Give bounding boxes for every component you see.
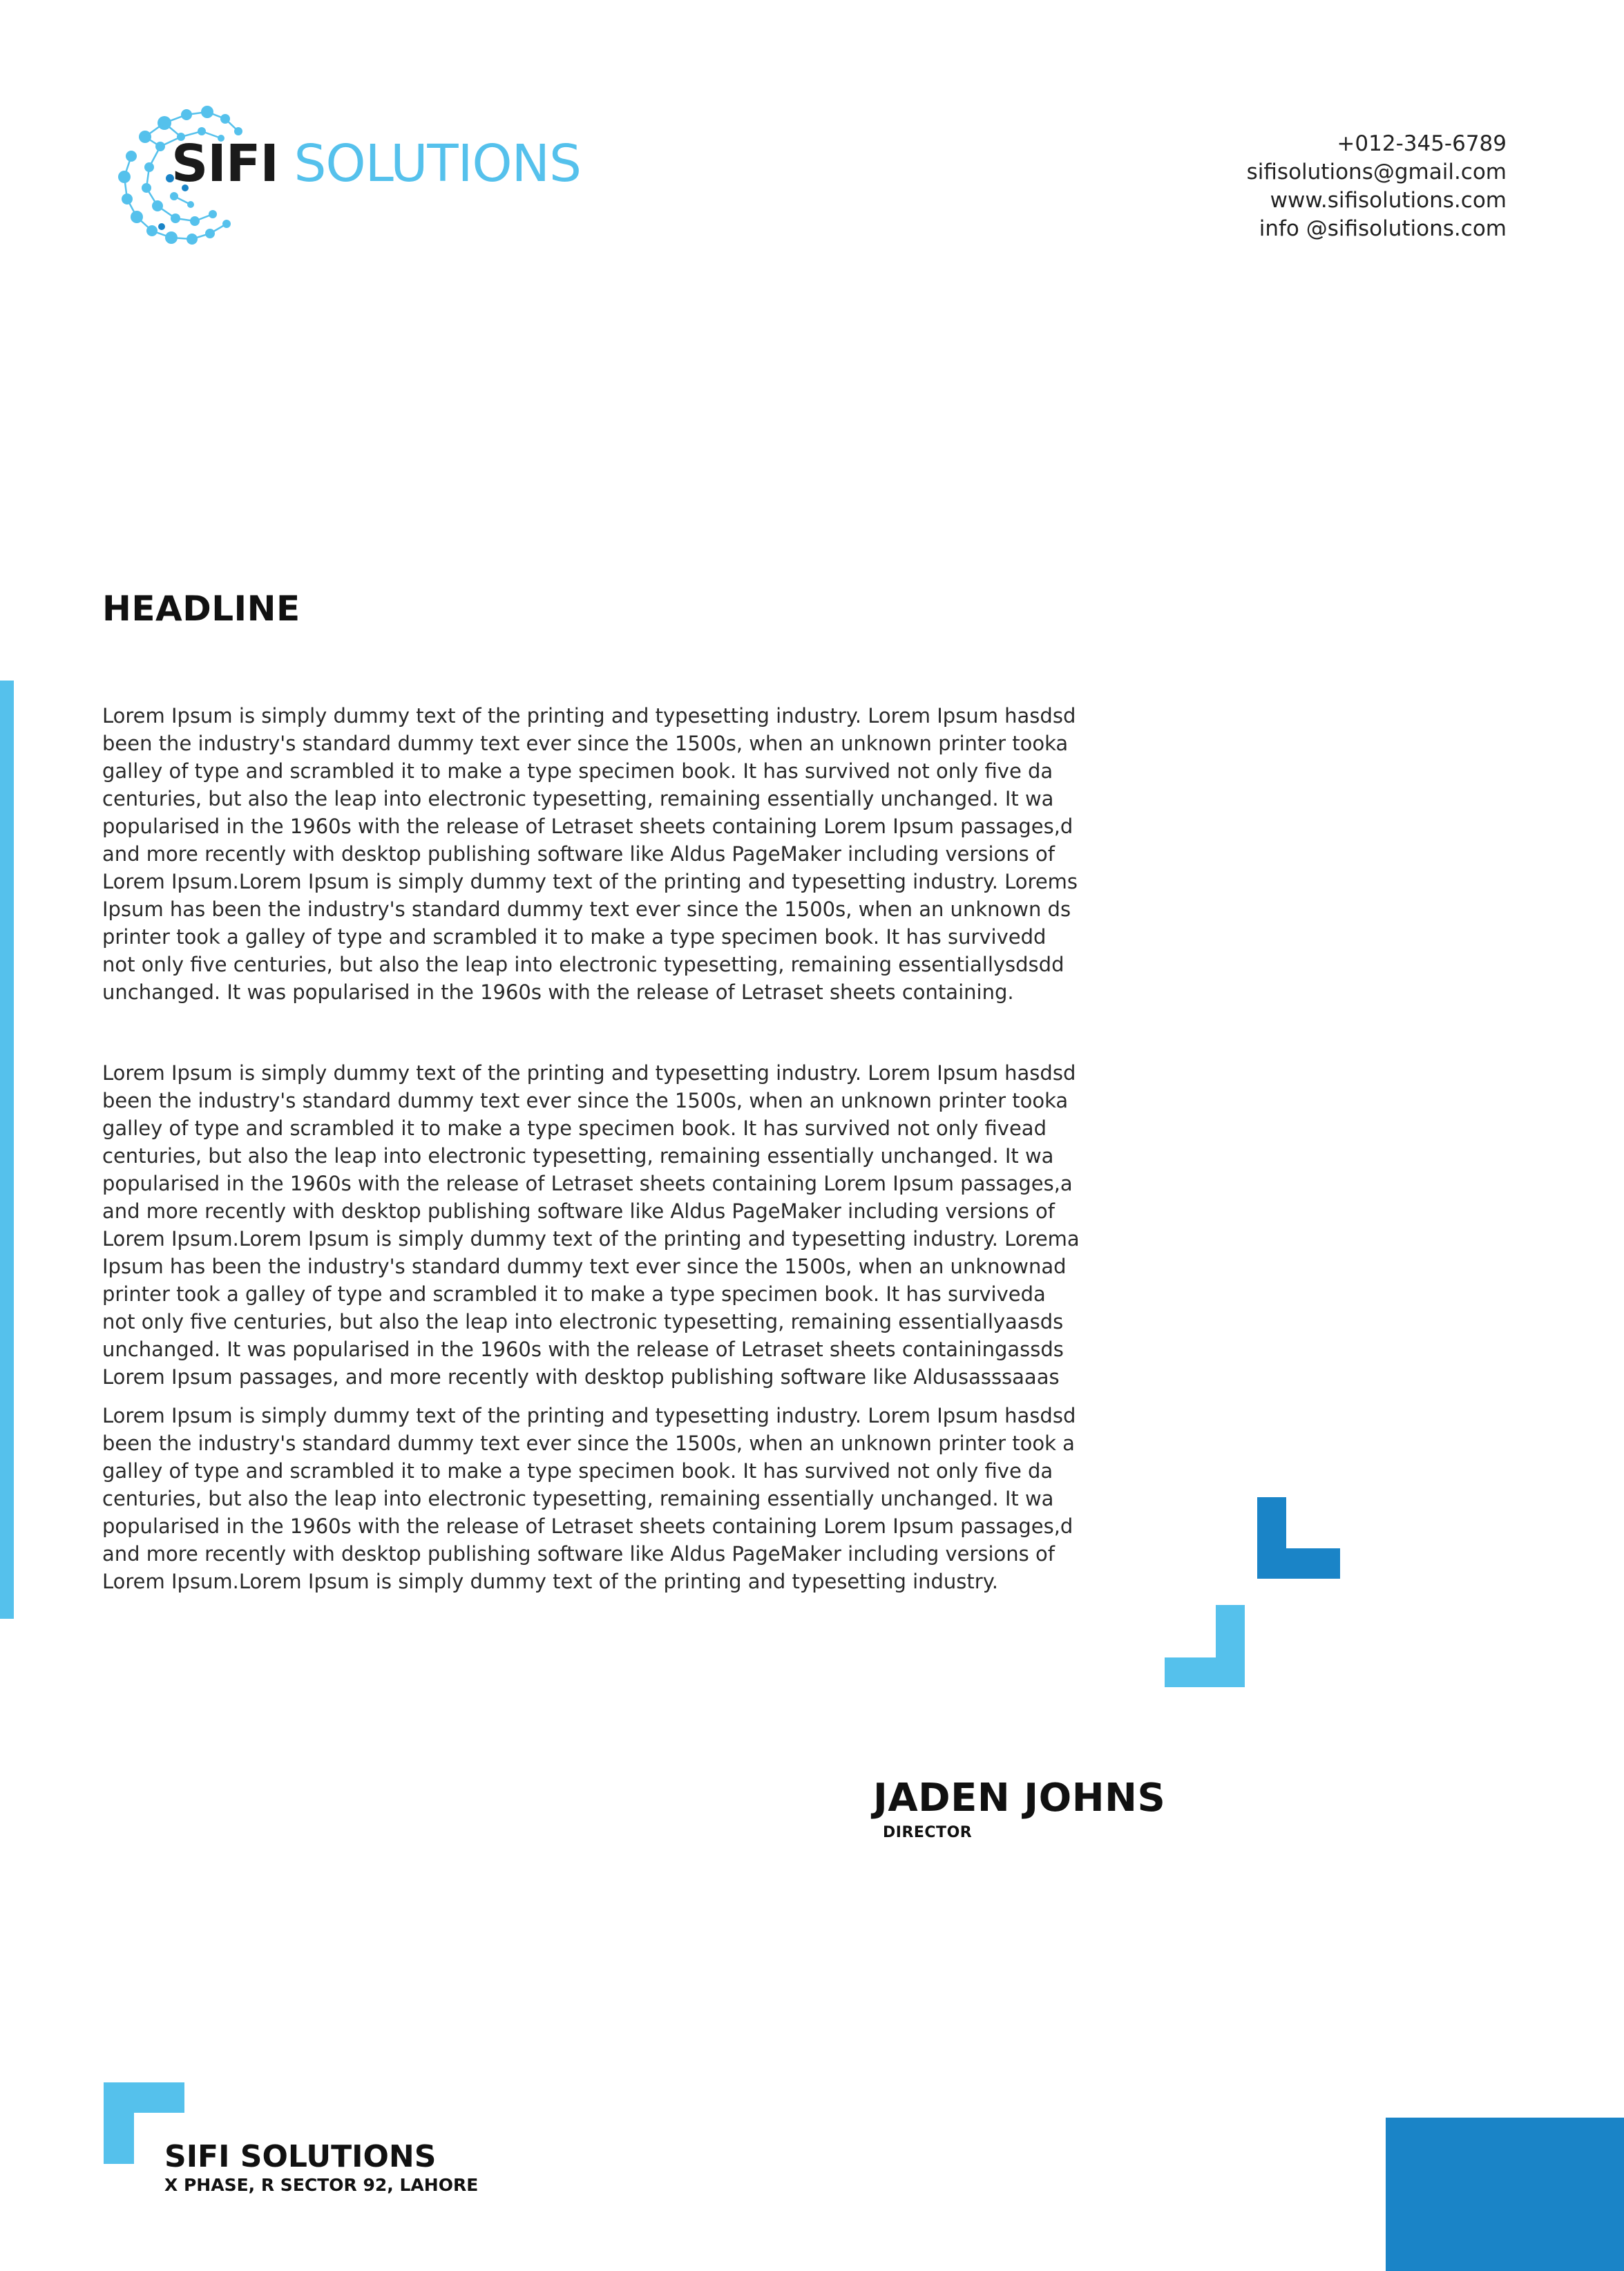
paragraph-line: centuries, but also the leap into electronic typesetting, remaining essentially unchanged. It wa — [102, 787, 1054, 810]
paragraph-line: been the industry's standard dummy text ever since the 1500s, when an unknown printer took a — [102, 1432, 1075, 1455]
paragraph-line: Lorem Ipsum is simply dummy text of the printing and typesetting industry. Lorem Ipsum hasdsd — [102, 1061, 1076, 1085]
body-paragraph-3 — [102, 1402, 1166, 1595]
paragraph-line: been the industry's standard dummy text ever since the 1500s, when an unknown printer tooka — [102, 732, 1069, 755]
contact-info-email: info @sifisolutions.com — [1259, 216, 1507, 241]
paragraph-line: galley of type and scrambled it to make a type specimen book. It has survived not only fivead — [102, 1117, 1047, 1140]
paragraph-line: Lorem Ipsum.Lorem Ipsum is simply dummy text of the printing and typesetting industry. Lorema — [102, 1227, 1080, 1251]
contact-website: www.sifisolutions.com — [1270, 188, 1507, 213]
paragraph-line: and more recently with desktop publishing software like Aldus PageMaker including versions of — [102, 1199, 1055, 1223]
paragraph-line: Lorem Ipsum.Lorem Ipsum is simply dummy text of the printing and typesetting industry. — [102, 1570, 998, 1593]
company-logo-text — [171, 134, 581, 193]
paragraph-line: Lorem Ipsum is simply dummy text of the printing and typesetting industry. Lorem Ipsum hasdsd — [102, 704, 1076, 728]
paragraph-line: Lorem Ipsum passages, and more recently with desktop publishing software like Aldusasssaaas — [102, 1365, 1060, 1389]
paragraph-line: popularised in the 1960s with the release of Letraset sheets containing Lorem Ipsum passages,a — [102, 1172, 1073, 1195]
paragraph-line: not only five centuries, but also the leap into electronic typesetting, remaining essentiallyaasds — [102, 1310, 1064, 1333]
paragraph-line: Lorem Ipsum.Lorem Ipsum is simply dummy text of the printing and typesetting industry. Lorems — [102, 870, 1078, 893]
bottom-right-corner-block — [1386, 2118, 1624, 2271]
contact-block — [1247, 130, 1507, 243]
left-accent-bar — [0, 681, 14, 1619]
paragraph-line: and more recently with desktop publishing software like Aldus PageMaker including versions of — [102, 1542, 1055, 1566]
paragraph-line: Ipsum has been the industry's standard dummy text ever since the 1500s, when an unknownad — [102, 1255, 1067, 1278]
paragraph-line: galley of type and scrambled it to make a type specimen book. It has survived not only five da — [102, 1459, 1053, 1483]
logo-name-light: SOLUTIONS — [294, 134, 581, 193]
body-paragraph-2 — [102, 1059, 1166, 1391]
paragraph-line: centuries, but also the leap into electronic typesetting, remaining essentially unchanged. It wa — [102, 1487, 1054, 1510]
decorative-corner-shape-dark — [1257, 1497, 1340, 1579]
body-paragraph-1 — [102, 702, 1166, 1006]
page-headline: HEADLINE — [102, 589, 300, 629]
paragraph-line: Lorem Ipsum is simply dummy text of the printing and typesetting industry. Lorem Ipsum hasdsd — [102, 1404, 1076, 1427]
contact-phone: +012-345-6789 — [1337, 131, 1507, 156]
paragraph-line: printer took a galley of type and scrambled it to make a type specimen book. It has survivedd — [102, 925, 1047, 949]
signature-name: JADEN JOHNS — [873, 1776, 1166, 1821]
footer-company-name: SIFI SOLUTIONS — [164, 2139, 437, 2174]
paragraph-line: popularised in the 1960s with the release of Letraset sheets containing Lorem Ipsum passages,d — [102, 815, 1073, 838]
paragraph-line: Ipsum has been the industry's standard dummy text ever since the 1500s, when an unknown ds — [102, 897, 1071, 921]
paragraph-line: popularised in the 1960s with the release of Letraset sheets containing Lorem Ipsum passages,d — [102, 1514, 1073, 1538]
contact-email: sifisolutions@gmail.com — [1246, 160, 1507, 184]
logo-name-bold: SIFI — [171, 134, 278, 193]
paragraph-line: unchanged. It was popularised in the 1960s with the release of Letraset sheets containingassds — [102, 1338, 1064, 1361]
paragraph-line: been the industry's standard dummy text ever since the 1500s, when an unknown printer tooka — [102, 1089, 1069, 1112]
paragraph-line: printer took a galley of type and scrambled it to make a type specimen book. It has surviveda — [102, 1282, 1046, 1306]
footer-address: X PHASE, R SECTOR 92, LAHORE — [164, 2175, 479, 2195]
signature-title: DIRECTOR — [883, 1824, 973, 1841]
paragraph-line: unchanged. It was popularised in the 1960s with the release of Letraset sheets containing. — [102, 980, 1014, 1004]
paragraph-line: galley of type and scrambled it to make a type specimen book. It has survived not only five da — [102, 759, 1053, 783]
paragraph-line: and more recently with desktop publishing software like Aldus PageMaker including versions of — [102, 842, 1055, 866]
paragraph-line: not only five centuries, but also the leap into electronic typesetting, remaining essentiallysdsdd — [102, 953, 1064, 976]
paragraph-line: centuries, but also the leap into electronic typesetting, remaining essentially unchanged. It wa — [102, 1144, 1054, 1168]
decorative-corner-shape-light — [1165, 1605, 1245, 1687]
